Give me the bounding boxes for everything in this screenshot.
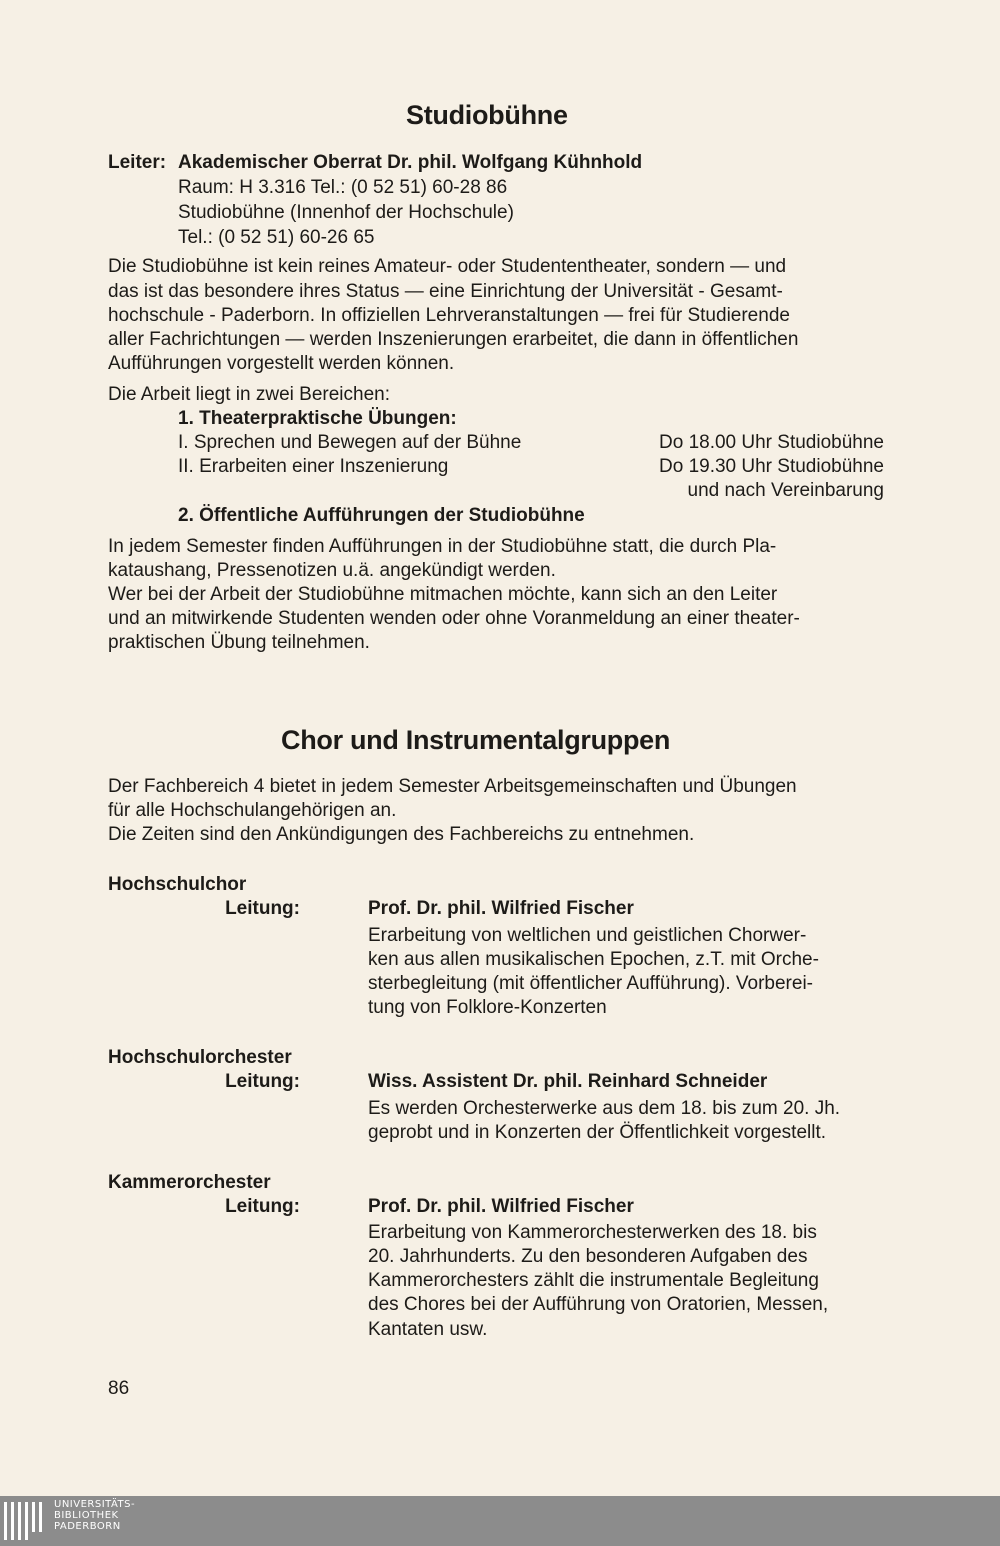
intro-line: aller Fachrichtungen — werden Inszenierungen erarbeitet, die dann in öffentlichen: [108, 329, 799, 350]
leitung-label: Leitung:: [225, 1071, 300, 1092]
group-text-line: 20. Jahrhunderts. Zu den besonderen Aufgaben des: [368, 1246, 808, 1267]
chor-intro-line: für alle Hochschulangehörigen an.: [108, 800, 397, 821]
group-text-line: Kammerorchesters zählt die instrumentale Begleitung: [368, 1270, 819, 1291]
group-text-line: sterbegleitung (mit öffentlicher Aufführung). Vorberei-: [368, 973, 813, 994]
outro-line: und an mitwirkende Studenten wenden oder ohne Voranmeldung an einer theater-: [108, 608, 800, 629]
leiter-ort: Studiobühne (Innenhof der Hochschule): [178, 202, 514, 223]
group-leiter: Prof. Dr. phil. Wilfried Fischer: [368, 898, 634, 919]
group-text-line: Es werden Orchesterwerke aus dem 18. bis zum 20. Jh.: [368, 1098, 841, 1119]
chor-intro-line: Der Fachbereich 4 bietet in jedem Semester Arbeitsgemeinschaften und Übungen: [108, 776, 797, 797]
uebung2-zusatz: und nach Vereinbarung: [687, 480, 884, 501]
outro-line: Wer bei der Arbeit der Studiobühne mitmachen möchte, kann sich an den Leiter: [108, 584, 778, 605]
leitung-label: Leitung:: [225, 1196, 300, 1217]
outro-line: praktischen Übung teilnehmen.: [108, 632, 370, 653]
section-title-studiobuehne: Studiobühne: [406, 100, 568, 130]
logo-line: BIBLIOTHEK: [54, 1510, 119, 1521]
uebung1-zeit: Do 18.00 Uhr Studiobühne: [659, 432, 884, 453]
uebung1-name: I. Sprechen und Bewegen auf der Bühne: [178, 432, 522, 453]
page-number: 86: [108, 1378, 130, 1399]
group-text-line: Erarbeitung von weltlichen und geistlichen Chorwer-: [368, 925, 807, 946]
chor-intro-line: Die Zeiten sind den Ankündigungen des Fachbereichs zu entnehmen.: [108, 824, 695, 845]
uebung2-zeit: Do 19.30 Uhr Studiobühne: [659, 456, 884, 477]
section-title-chor: Chor und Instrumentalgruppen: [281, 725, 671, 755]
logo-line: UNIVERSITÄTS-: [54, 1499, 136, 1510]
group-text-line: des Chores bei der Aufführung von Oratorien, Messen,: [368, 1294, 829, 1315]
group-name-hochschulchor: Hochschulchor: [108, 874, 247, 895]
group-leiter: Prof. Dr. phil. Wilfried Fischer: [368, 1196, 634, 1217]
leiter-raum: Raum: H 3.316 Tel.: (0 52 51) 60-28 86: [178, 177, 508, 198]
library-logo-text: [54, 1499, 135, 1532]
leiter-name: Akademischer Oberrat Dr. phil. Wolfgang Kühnhold: [178, 152, 643, 173]
group-text-line: tung von Folklore-Konzerten: [368, 997, 607, 1018]
group-text-line: geprobt und in Konzerten der Öffentlichkeit vorgestellt.: [368, 1122, 827, 1143]
leiter-label: Leiter:: [108, 152, 167, 173]
outro-line: kataushang, Pressenotizen u.ä. angekündigt werden.: [108, 560, 556, 581]
logo-line: PADERBORN: [54, 1521, 121, 1532]
library-footer-bar: [0, 1496, 1000, 1546]
leitung-label: Leitung:: [225, 898, 300, 919]
uebung2-name: II. Erarbeiten einer Inszenierung: [178, 456, 449, 477]
intro-line: Die Studiobühne ist kein reines Amateur- oder Studententheater, sondern — und: [108, 256, 787, 277]
group-text-line: Erarbeitung von Kammerorchesterwerken des 18. bis: [368, 1222, 817, 1243]
intro-line: hochschule - Paderborn. In offiziellen Lehrveranstaltungen — frei für Studierende: [108, 305, 790, 326]
bereich1-title: 1. Theaterpraktische Übungen:: [178, 408, 457, 429]
group-text-line: Kantaten usw.: [368, 1319, 488, 1340]
intro-line: Aufführungen vorgestellt werden können.: [108, 353, 455, 374]
bereich2-title: 2. Öffentliche Aufführungen der Studiobühne: [178, 505, 585, 526]
leiter-tel: Tel.: (0 52 51) 60-26 65: [178, 227, 375, 248]
group-text-line: ken aus allen musikalischen Epochen, z.T. mit Orche-: [368, 949, 819, 970]
bereiche-intro: Die Arbeit liegt in zwei Bereichen:: [108, 384, 390, 405]
outro-line: In jedem Semester finden Aufführungen in der Studiobühne statt, die durch Pla-: [108, 536, 777, 557]
intro-line: das ist das besondere ihres Status — eine Einrichtung der Universität - Gesamt-: [108, 281, 783, 302]
group-name-kammerorchester: Kammerorchester: [108, 1172, 271, 1193]
group-name-hochschulorchester: Hochschulorchester: [108, 1047, 292, 1068]
group-leiter: Wiss. Assistent Dr. phil. Reinhard Schneider: [368, 1071, 768, 1092]
